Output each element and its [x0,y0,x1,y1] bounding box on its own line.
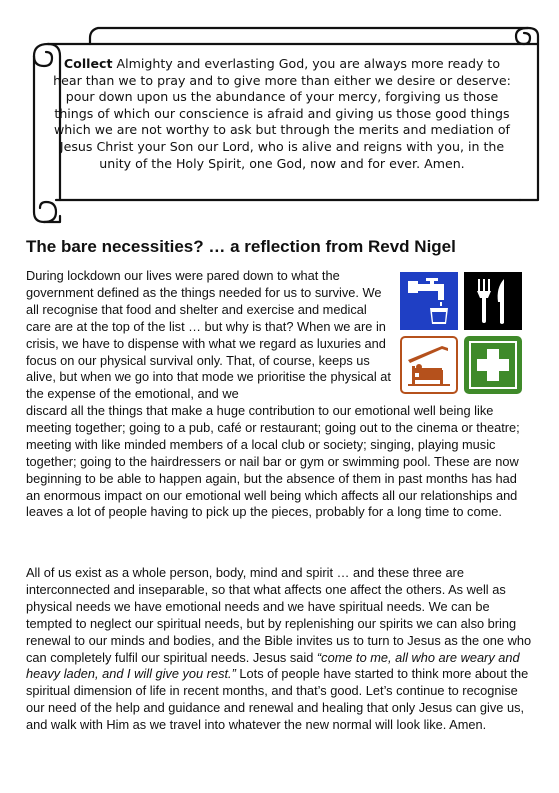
reflection-paragraph-1-continued: discard all the things that make a huge contribution to our emotional well being like meeting together; going to a pub, café or restaurant; going out to the cinema or theatre; meeting with like minded members of a local club or society; singing, playing music together; going to the hairdressers or nail bar or gym or swimming pool. These are now beginning to be able to happen again, but the absence of them in past months has had an enormous impact on our emotional well being which affects all our relationships and leaves a lot of people having to pick up the pieces, probably for a long time to come. [26,403,520,520]
paragraph-2-ending: Lots of people have started to think more about the spiritual dimension of life in recent months, and that’s good. Let’s continue to recognise our need of the help and guidance and renewal and healing that only Jesus can give us, and walk with Him as we travel into whatever the new normal will look like. Amen. [26,666,529,733]
collect-label: Collect [63,56,113,71]
paragraph-2-text: All of us exist as a whole person, body, mind and spirit … and these three are interconnected and inseparable, so that what affects one affect the others. As well as physical needs we have emotional needs and we have spiritual needs. We can be tempted to neglect our spiritual needs, but by replenishing our spirits we can also bring renewal to our minds and bodies, and the Bible invites us to turn to Jesus as the one who can completely fulfil our spiritual needs. Jesus said [26,565,532,665]
drinking-water-icon [400,272,458,330]
article-title: The bare necessities? … a reflection from Revd Nigel [26,237,456,256]
reflection-paragraph-1-intro: During lockdown our lives were pared down to what the government defined as the things needed for us to survive. We all recognise that food and shelter and exercise and medical care are at the top of the list … but why is that? When we are in crisis, we have to dispense with what we regard as luxuries and focus on our physical survival only. That, of course, keeps us alive, but when we go into that mode we prioritise the physical at the expense of the emotional, and we [26,268,391,402]
reflection-paragraph-2 [26,565,534,734]
first-aid-icon [464,336,522,394]
scripture-quote: “come to me, all who are weary and heavy laden, and I will give you rest.” [26,649,520,682]
collect-body: Almighty and everlasting God, you are always more ready to hear than we to pray and to give more than either we desire or deserve: pour down upon us the abundance of your mercy, forgiving us those things of which our conscience is afraid and giving us those good things which we are not worthy to ask but through the merits and mediation of Jesus Christ your Son our Lord, who is alive and reigns with you, in the unity of the Holy Spirit, one God, now and for ever. Amen. [53,56,511,171]
bed-shelter-icon [400,336,458,394]
collect-prayer [52,56,512,172]
restaurant-icon [464,272,522,330]
collect-scroll-banner [0,0,559,230]
necessities-icons [400,272,524,396]
